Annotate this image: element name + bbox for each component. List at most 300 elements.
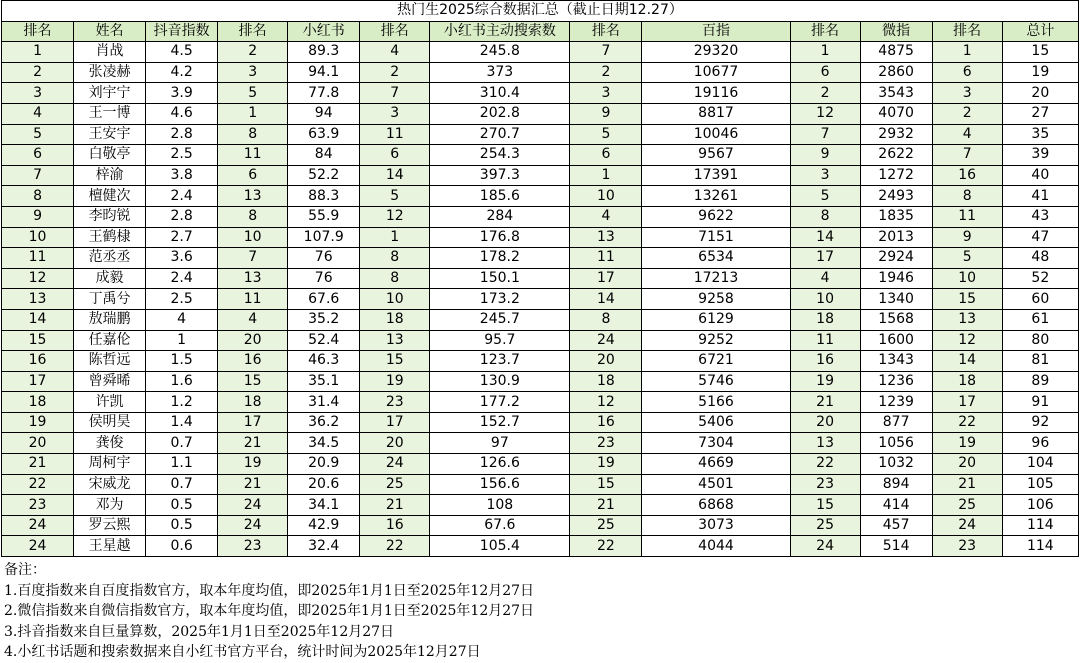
table-cell: 270.7 xyxy=(430,124,570,145)
note-line: 1.百度指数来自百度指数官方，取本年度均值，即2025年1月1日至2025年12月27日 xyxy=(4,582,535,599)
table-cell: 2 xyxy=(932,103,1002,124)
table-cell: 310.4 xyxy=(430,83,570,104)
table-cell: 19116 xyxy=(642,83,790,104)
table-cell: 25 xyxy=(932,495,1002,516)
table-row xyxy=(2,536,1079,557)
table-cell: 梓渝 xyxy=(74,165,146,186)
table-cell: 24 xyxy=(2,515,74,536)
table-cell: 94.1 xyxy=(288,62,360,83)
table-cell: 156.6 xyxy=(430,474,570,495)
table-cell: 19 xyxy=(360,371,430,392)
table-cell: 27 xyxy=(1002,103,1078,124)
table-cell: 24 xyxy=(570,330,642,351)
table-cell: 6 xyxy=(932,62,1002,83)
table-row xyxy=(2,206,1079,227)
table-cell: 52 xyxy=(1002,268,1078,289)
table-cell: 15 xyxy=(570,474,642,495)
table-cell: 130.9 xyxy=(430,371,570,392)
table-cell: 1 xyxy=(570,165,642,186)
table-cell: 21 xyxy=(360,495,430,516)
table-cell: 0.7 xyxy=(146,433,218,454)
table-cell: 5 xyxy=(360,186,430,207)
table-cell: 王星越 xyxy=(74,536,146,557)
table-cell: 12 xyxy=(2,268,74,289)
table-cell: 24 xyxy=(790,536,860,557)
table-cell: 11 xyxy=(932,206,1002,227)
table-cell: 1.1 xyxy=(146,454,218,475)
table-cell: 84 xyxy=(288,145,360,166)
table-cell: 17 xyxy=(2,371,74,392)
table-cell: 3 xyxy=(2,83,74,104)
table-cell: 陈哲远 xyxy=(74,351,146,372)
column-header: 总计 xyxy=(1002,21,1078,42)
table-cell: 许凯 xyxy=(74,392,146,413)
table-cell: 3.9 xyxy=(146,83,218,104)
table-cell: 成毅 xyxy=(74,268,146,289)
table-cell: 2 xyxy=(2,62,74,83)
table-cell: 王鹤棣 xyxy=(74,227,146,248)
table-cell: 15 xyxy=(1002,42,1078,63)
table-cell: 61 xyxy=(1002,309,1078,330)
table-cell: 80 xyxy=(1002,330,1078,351)
table-cell: 22 xyxy=(570,536,642,557)
table-cell: 7 xyxy=(218,248,288,269)
table-cell: 0.7 xyxy=(146,474,218,495)
column-header: 小红书主动搜索数 xyxy=(430,21,570,42)
table-cell: 邓为 xyxy=(74,495,146,516)
table-cell: 20 xyxy=(932,454,1002,475)
table-cell: 8 xyxy=(218,124,288,145)
table-cell: 25 xyxy=(360,474,430,495)
table-cell: 2.4 xyxy=(146,186,218,207)
table-cell: 19 xyxy=(218,454,288,475)
table-cell: 4501 xyxy=(642,474,790,495)
table-row xyxy=(2,474,1079,495)
table-cell: 9 xyxy=(570,103,642,124)
table-cell: 4 xyxy=(790,268,860,289)
table-cell: 5 xyxy=(2,124,74,145)
table-row xyxy=(2,165,1079,186)
table-cell: 1568 xyxy=(860,309,932,330)
table-cell: 5 xyxy=(932,248,1002,269)
table-row xyxy=(2,124,1079,145)
table-cell: 8817 xyxy=(642,103,790,124)
table-cell: 18 xyxy=(570,371,642,392)
table-row xyxy=(2,227,1079,248)
table-cell: 刘宇宁 xyxy=(74,83,146,104)
table-row xyxy=(2,289,1079,310)
table-cell: 35.2 xyxy=(288,309,360,330)
table-cell: 1032 xyxy=(860,454,932,475)
table-cell: 414 xyxy=(860,495,932,516)
table-cell: 0.5 xyxy=(146,515,218,536)
table-cell: 46.3 xyxy=(288,351,360,372)
table-cell: 97 xyxy=(430,433,570,454)
table-cell: 2493 xyxy=(860,186,932,207)
table-cell: 6721 xyxy=(642,351,790,372)
table-cell: 2.8 xyxy=(146,124,218,145)
table-cell: 10 xyxy=(932,268,1002,289)
table-cell: 1236 xyxy=(860,371,932,392)
table-cell: 29320 xyxy=(642,42,790,63)
table-cell: 7 xyxy=(2,165,74,186)
table-cell: 4 xyxy=(218,309,288,330)
data-table xyxy=(1,0,1079,557)
table-row xyxy=(2,412,1079,433)
table-row xyxy=(2,392,1079,413)
note-line: 2.微信指数来自微信指数官方，取本年度均值，即2025年1月1日至2025年12月27日 xyxy=(4,603,535,620)
table-cell: 6 xyxy=(360,145,430,166)
table-cell: 17213 xyxy=(642,268,790,289)
column-header: 排名 xyxy=(932,21,1002,42)
table-cell: 3.8 xyxy=(146,165,218,186)
table-cell: 76 xyxy=(288,268,360,289)
table-cell: 1343 xyxy=(860,351,932,372)
table-cell: 1.2 xyxy=(146,392,218,413)
table-row xyxy=(2,371,1079,392)
table-cell: 8 xyxy=(218,206,288,227)
table-cell: 105 xyxy=(1002,474,1078,495)
table-cell: 4 xyxy=(2,103,74,124)
table-cell: 25 xyxy=(790,515,860,536)
note-line: 3.抖音指数来自巨量算数，2025年1月1日至2025年12月27日 xyxy=(4,623,395,640)
table-cell: 397.3 xyxy=(430,165,570,186)
table-cell: 10 xyxy=(2,227,74,248)
table-cell: 9 xyxy=(2,206,74,227)
table-cell: 19 xyxy=(570,454,642,475)
table-cell: 龚俊 xyxy=(74,433,146,454)
table-cell: 7304 xyxy=(642,433,790,454)
table-cell: 23 xyxy=(218,536,288,557)
table-cell: 25 xyxy=(570,515,642,536)
table-cell: 60 xyxy=(1002,289,1078,310)
table-cell: 4.2 xyxy=(146,62,218,83)
table-row xyxy=(2,495,1079,516)
table-cell: 13 xyxy=(218,186,288,207)
table-cell: 8 xyxy=(932,186,1002,207)
table-cell: 23 xyxy=(790,474,860,495)
table-cell: 6 xyxy=(218,165,288,186)
table-cell: 肖战 xyxy=(74,42,146,63)
table-cell: 95.7 xyxy=(430,330,570,351)
table-cell: 114 xyxy=(1002,515,1078,536)
table-cell: 16 xyxy=(932,165,1002,186)
table-cell: 12 xyxy=(790,103,860,124)
table-cell: 22 xyxy=(932,412,1002,433)
table-cell: 2013 xyxy=(860,227,932,248)
table-cell: 檀健次 xyxy=(74,186,146,207)
table-cell: 罗云熙 xyxy=(74,515,146,536)
table-row xyxy=(2,248,1079,269)
header-row xyxy=(2,21,1079,42)
table-cell: 67.6 xyxy=(430,515,570,536)
table-cell: 4070 xyxy=(860,103,932,124)
table-cell: 14 xyxy=(2,309,74,330)
table-cell: 7151 xyxy=(642,227,790,248)
table-cell: 8 xyxy=(790,206,860,227)
table-cell: 曾舜晞 xyxy=(74,371,146,392)
table-cell: 23 xyxy=(2,495,74,516)
table-cell: 12 xyxy=(570,392,642,413)
table-row xyxy=(2,186,1079,207)
table-cell: 3 xyxy=(218,62,288,83)
table-cell: 178.2 xyxy=(430,248,570,269)
table-cell: 9252 xyxy=(642,330,790,351)
table-cell: 4044 xyxy=(642,536,790,557)
table-row xyxy=(2,454,1079,475)
table-cell: 6 xyxy=(790,62,860,83)
table-cell: 1 xyxy=(360,227,430,248)
table-cell: 11 xyxy=(570,248,642,269)
table-cell: 11 xyxy=(218,145,288,166)
table-cell: 150.1 xyxy=(430,268,570,289)
table-cell: 67.6 xyxy=(288,289,360,310)
table-cell: 18 xyxy=(218,392,288,413)
notes-heading: 备注： xyxy=(4,562,46,579)
table-cell: 245.8 xyxy=(430,42,570,63)
table-cell: 3 xyxy=(360,103,430,124)
table-cell: 1239 xyxy=(860,392,932,413)
column-header: 排名 xyxy=(790,21,860,42)
table-cell: 18 xyxy=(790,309,860,330)
table-cell: 31.4 xyxy=(288,392,360,413)
table-cell: 91 xyxy=(1002,392,1078,413)
table-cell: 2.5 xyxy=(146,289,218,310)
table-cell: 1056 xyxy=(860,433,932,454)
table-cell: 77.8 xyxy=(288,83,360,104)
table-cell: 18 xyxy=(2,392,74,413)
table-cell: 3543 xyxy=(860,83,932,104)
table-cell: 16 xyxy=(570,412,642,433)
table-cell: 22 xyxy=(360,536,430,557)
table-cell: 8 xyxy=(360,268,430,289)
note-line: 4.小红书话题和搜索数据来自小红书官方平台，统计时间为2025年12月27日 xyxy=(4,644,481,661)
table-cell: 24 xyxy=(218,495,288,516)
table-cell: 185.6 xyxy=(430,186,570,207)
table-cell: 126.6 xyxy=(430,454,570,475)
table-cell: 13 xyxy=(932,309,1002,330)
table-cell: 14 xyxy=(932,351,1002,372)
table-cell: 4 xyxy=(146,309,218,330)
table-cell: 15 xyxy=(218,371,288,392)
table-cell: 0.6 xyxy=(146,536,218,557)
table-cell: 10046 xyxy=(642,124,790,145)
table-cell: 1.6 xyxy=(146,371,218,392)
table-cell: 21 xyxy=(218,474,288,495)
table-cell: 16 xyxy=(2,351,74,372)
table-cell: 6868 xyxy=(642,495,790,516)
table-cell: 4 xyxy=(932,124,1002,145)
table-cell: 1.4 xyxy=(146,412,218,433)
table-cell: 3073 xyxy=(642,515,790,536)
table-cell: 24 xyxy=(218,515,288,536)
table-cell: 15 xyxy=(360,351,430,372)
table-cell: 19 xyxy=(790,371,860,392)
table-cell: 9622 xyxy=(642,206,790,227)
table-cell: 81 xyxy=(1002,351,1078,372)
table-cell: 16 xyxy=(360,515,430,536)
table-cell: 20 xyxy=(1002,83,1078,104)
table-cell: 52.2 xyxy=(288,165,360,186)
table-cell: 96 xyxy=(1002,433,1078,454)
table-cell: 15 xyxy=(790,495,860,516)
table-cell: 55.9 xyxy=(288,206,360,227)
table-cell: 12 xyxy=(932,330,1002,351)
table-cell: 13 xyxy=(570,227,642,248)
table-cell: 48 xyxy=(1002,248,1078,269)
table-cell: 17 xyxy=(932,392,1002,413)
table-cell: 1.5 xyxy=(146,351,218,372)
table-cell: 4.5 xyxy=(146,42,218,63)
table-cell: 11 xyxy=(790,330,860,351)
table-cell: 42.9 xyxy=(288,515,360,536)
column-header: 抖音指数 xyxy=(146,21,218,42)
table-cell: 894 xyxy=(860,474,932,495)
table-cell: 0.5 xyxy=(146,495,218,516)
table-cell: 40 xyxy=(1002,165,1078,186)
table-cell: 5 xyxy=(218,83,288,104)
table-cell: 14 xyxy=(790,227,860,248)
column-header: 排名 xyxy=(218,21,288,42)
table-cell: 2.4 xyxy=(146,268,218,289)
table-cell: 877 xyxy=(860,412,932,433)
table-cell: 范丞丞 xyxy=(74,248,146,269)
table-row xyxy=(2,62,1079,83)
table-cell: 173.2 xyxy=(430,289,570,310)
table-cell: 11 xyxy=(2,248,74,269)
table-cell: 2 xyxy=(790,83,860,104)
table-cell: 176.8 xyxy=(430,227,570,248)
table-cell: 284 xyxy=(430,206,570,227)
table-cell: 34.5 xyxy=(288,433,360,454)
table-cell: 9 xyxy=(932,227,1002,248)
table-cell: 21 xyxy=(2,454,74,475)
table-cell: 373 xyxy=(430,62,570,83)
table-cell: 20.6 xyxy=(288,474,360,495)
table-cell: 89 xyxy=(1002,371,1078,392)
table-cell: 41 xyxy=(1002,186,1078,207)
table-cell: 76 xyxy=(288,248,360,269)
table-cell: 6534 xyxy=(642,248,790,269)
table-cell: 22 xyxy=(2,474,74,495)
table-cell: 2860 xyxy=(860,62,932,83)
table-title: 热门生2025综合数据汇总（截止日期12.27） xyxy=(2,1,1079,22)
table-cell: 22 xyxy=(790,454,860,475)
table-cell: 8 xyxy=(360,248,430,269)
table-cell: 11 xyxy=(218,289,288,310)
table-cell: 88.3 xyxy=(288,186,360,207)
table-cell: 王安宇 xyxy=(74,124,146,145)
table-body xyxy=(2,42,1079,557)
table-cell: 24 xyxy=(2,536,74,557)
table-cell: 5406 xyxy=(642,412,790,433)
table-cell: 6 xyxy=(2,145,74,166)
table-cell: 2.8 xyxy=(146,206,218,227)
table-cell: 3 xyxy=(932,83,1002,104)
column-header: 微指 xyxy=(860,21,932,42)
table-cell: 202.8 xyxy=(430,103,570,124)
table-cell: 9258 xyxy=(642,289,790,310)
table-cell: 7 xyxy=(570,42,642,63)
table-row xyxy=(2,42,1079,63)
table-cell: 20 xyxy=(2,433,74,454)
table-cell: 敖瑞鹏 xyxy=(74,309,146,330)
table-cell: 104 xyxy=(1002,454,1078,475)
table-cell: 李昀锐 xyxy=(74,206,146,227)
table-cell: 1 xyxy=(218,103,288,124)
table-cell: 32.4 xyxy=(288,536,360,557)
table-cell: 23 xyxy=(932,536,1002,557)
table-row xyxy=(2,268,1079,289)
table-cell: 10 xyxy=(218,227,288,248)
table-cell: 245.7 xyxy=(430,309,570,330)
table-cell: 5 xyxy=(790,186,860,207)
table-cell: 123.7 xyxy=(430,351,570,372)
table-cell: 王一博 xyxy=(74,103,146,124)
table-cell: 周柯宇 xyxy=(74,454,146,475)
table-cell: 6129 xyxy=(642,309,790,330)
table-cell: 10677 xyxy=(642,62,790,83)
table-cell: 16 xyxy=(218,351,288,372)
table-cell: 10 xyxy=(570,186,642,207)
table-cell: 2622 xyxy=(860,145,932,166)
table-cell: 8 xyxy=(570,309,642,330)
table-row xyxy=(2,515,1079,536)
table-cell: 35 xyxy=(1002,124,1078,145)
table-cell: 2932 xyxy=(860,124,932,145)
table-cell: 21 xyxy=(570,495,642,516)
table-cell: 15 xyxy=(2,330,74,351)
table-cell: 7 xyxy=(360,83,430,104)
table-cell: 152.7 xyxy=(430,412,570,433)
table-cell: 丁禹兮 xyxy=(74,289,146,310)
table-cell: 张凌赫 xyxy=(74,62,146,83)
table-cell: 13 xyxy=(218,268,288,289)
table-cell: 1 xyxy=(790,42,860,63)
table-cell: 8 xyxy=(2,186,74,207)
table-cell: 20 xyxy=(570,351,642,372)
table-row xyxy=(2,103,1079,124)
table-cell: 20 xyxy=(790,412,860,433)
table-cell: 4875 xyxy=(860,42,932,63)
table-cell: 16 xyxy=(790,351,860,372)
table-cell: 17 xyxy=(360,412,430,433)
table-cell: 9567 xyxy=(642,145,790,166)
column-header: 百指 xyxy=(642,21,790,42)
table-cell: 36.2 xyxy=(288,412,360,433)
table-cell: 114 xyxy=(1002,536,1078,557)
column-header: 姓名 xyxy=(74,21,146,42)
table-cell: 6 xyxy=(570,145,642,166)
table-cell: 20 xyxy=(360,433,430,454)
table-cell: 34.1 xyxy=(288,495,360,516)
table-row xyxy=(2,83,1079,104)
table-row xyxy=(2,351,1079,372)
table-cell: 5166 xyxy=(642,392,790,413)
table-cell: 21 xyxy=(790,392,860,413)
table-cell: 1600 xyxy=(860,330,932,351)
table-cell: 4.6 xyxy=(146,103,218,124)
table-cell: 2.5 xyxy=(146,145,218,166)
table-cell: 2 xyxy=(218,42,288,63)
table-cell: 21 xyxy=(218,433,288,454)
table-cell: 63.9 xyxy=(288,124,360,145)
notes-section xyxy=(4,560,1080,663)
table-cell: 15 xyxy=(932,289,1002,310)
table-cell: 13261 xyxy=(642,186,790,207)
table-cell: 13 xyxy=(790,433,860,454)
table-cell: 39 xyxy=(1002,145,1078,166)
